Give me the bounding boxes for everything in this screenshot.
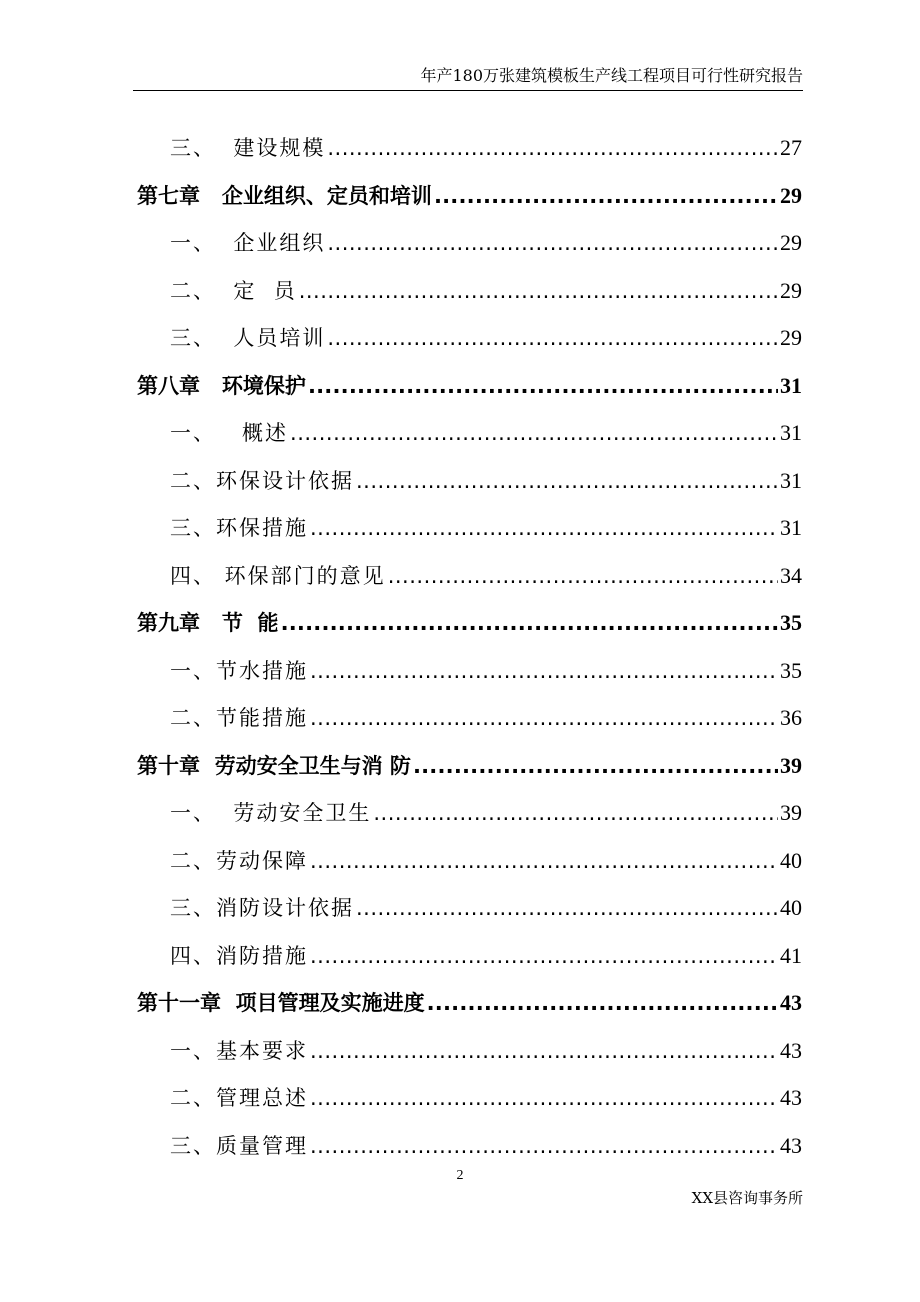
dot-leader (310, 932, 778, 980)
toc-entry-page: 39 (780, 753, 802, 778)
toc-entry-page: 31 (780, 515, 802, 540)
toc-entry-section[interactable] (170, 552, 802, 600)
footer-org: XX县咨询事务所 (691, 1189, 803, 1207)
toc-entry-label: 二、管理总述 (170, 1086, 308, 1110)
toc-entry-section[interactable] (170, 314, 802, 362)
dot-leader (434, 172, 778, 220)
toc-entry-label: 一、 企业组织 (170, 231, 326, 255)
toc-entry-label: 三、消防设计依据 (170, 896, 354, 920)
toc-entry-page: 43 (780, 1038, 802, 1063)
toc-entry-section[interactable] (170, 837, 802, 885)
toc-entry-chapter[interactable] (137, 172, 802, 220)
toc-entry-chapter[interactable] (137, 979, 802, 1027)
report-title: 年产180万张建筑模板生产线工程项目可行性研究报告 (420, 66, 803, 85)
toc-entry-chapter[interactable] (137, 362, 802, 410)
toc-entry-page: 31 (780, 468, 802, 493)
dot-leader (327, 124, 778, 172)
toc-entry-label: 第十一章 项目管理及实施进度 (137, 991, 425, 1015)
toc-entry-label: 第十章 劳动安全卫生与消 防 (137, 754, 411, 778)
toc-entry-label: 三、环保措施 (170, 516, 308, 540)
toc-entry-page: 31 (780, 373, 802, 398)
running-footer (133, 1187, 803, 1208)
toc-entry-page: 40 (780, 848, 802, 873)
dot-leader (356, 457, 778, 505)
toc-entry-label: 第九章 节 能 (137, 611, 279, 635)
toc-entry-section[interactable] (170, 647, 802, 695)
toc-entry-label: 二、 定 员 (170, 279, 297, 303)
toc-entry-label: 四、消防措施 (170, 944, 308, 968)
toc-entry-section[interactable] (170, 932, 802, 980)
toc-entry-section[interactable] (170, 1122, 802, 1170)
toc-entry-section[interactable] (170, 884, 802, 932)
dot-leader (310, 1122, 778, 1170)
toc-entry-page: 29 (780, 325, 802, 350)
toc-entry-page: 43 (780, 1085, 802, 1110)
toc-entry-page: 40 (780, 895, 802, 920)
toc-entry-label: 一、 劳动安全卫生 (170, 801, 372, 825)
toc-entry-page: 36 (780, 705, 802, 730)
toc-entry-page: 35 (780, 658, 802, 683)
dot-leader (413, 742, 778, 790)
dot-leader (356, 884, 778, 932)
page-number: 2 (456, 1168, 464, 1183)
toc-entry-section[interactable] (170, 504, 802, 552)
toc-entry-page: 27 (780, 135, 802, 160)
dot-leader (427, 979, 778, 1027)
toc-entry-label: 三、 人员培训 (170, 326, 326, 350)
toc-entry-page: 43 (780, 990, 802, 1015)
toc-entry-label: 二、劳动保障 (170, 849, 308, 873)
dot-leader (281, 599, 778, 647)
toc-entry-label: 一、节水措施 (170, 659, 308, 683)
toc-entry-page: 34 (780, 563, 802, 588)
dot-leader (327, 314, 778, 362)
toc-entry-section[interactable] (170, 694, 802, 742)
toc-entry-label: 二、节能措施 (170, 706, 308, 730)
toc-entry-page: 29 (780, 230, 802, 255)
dot-leader (310, 694, 778, 742)
dot-leader (327, 219, 778, 267)
toc-entry-section[interactable] (170, 124, 802, 172)
toc-entry-label: 二、环保设计依据 (170, 469, 354, 493)
toc-entry-page: 31 (780, 420, 802, 445)
toc-entry-page: 29 (780, 183, 802, 208)
toc-entry-page: 43 (780, 1133, 802, 1158)
toc-entry-chapter[interactable] (137, 742, 802, 790)
toc-entry-page: 41 (780, 943, 802, 968)
toc-entry-label: 第七章 企业组织、定员和培训 (137, 184, 432, 208)
toc-entry-section[interactable] (170, 457, 802, 505)
dot-leader (299, 267, 778, 315)
running-header (133, 62, 803, 91)
dot-leader (388, 552, 778, 600)
dot-leader (373, 789, 778, 837)
toc-entry-chapter[interactable] (137, 599, 802, 647)
toc-entry-page: 29 (780, 278, 802, 303)
dot-leader (308, 362, 778, 410)
dot-leader (310, 837, 778, 885)
toc-entry-label: 四、 环保部门的意见 (170, 564, 386, 588)
toc-entry-label: 三、质量管理 (170, 1134, 308, 1158)
dot-leader (290, 409, 778, 457)
toc-entry-label: 第八章 环境保护 (137, 374, 306, 398)
toc-entry-section[interactable] (170, 219, 802, 267)
dot-leader (310, 647, 778, 695)
toc-entry-page: 39 (780, 800, 802, 825)
dot-leader (310, 1027, 778, 1075)
dot-leader (310, 504, 778, 552)
dot-leader (310, 1074, 778, 1122)
toc-entry-section[interactable] (170, 789, 802, 837)
toc-entry-section[interactable] (170, 409, 802, 457)
toc-entry-label: 一、 概述 (170, 421, 289, 445)
toc-entry-section[interactable] (170, 1074, 802, 1122)
toc-entry-label: 一、基本要求 (170, 1039, 308, 1063)
toc-entry-section[interactable] (170, 267, 802, 315)
toc-entry-label: 三、 建设规模 (170, 136, 326, 160)
toc-entry-page: 35 (780, 610, 802, 635)
toc-entry-section[interactable] (170, 1027, 802, 1075)
